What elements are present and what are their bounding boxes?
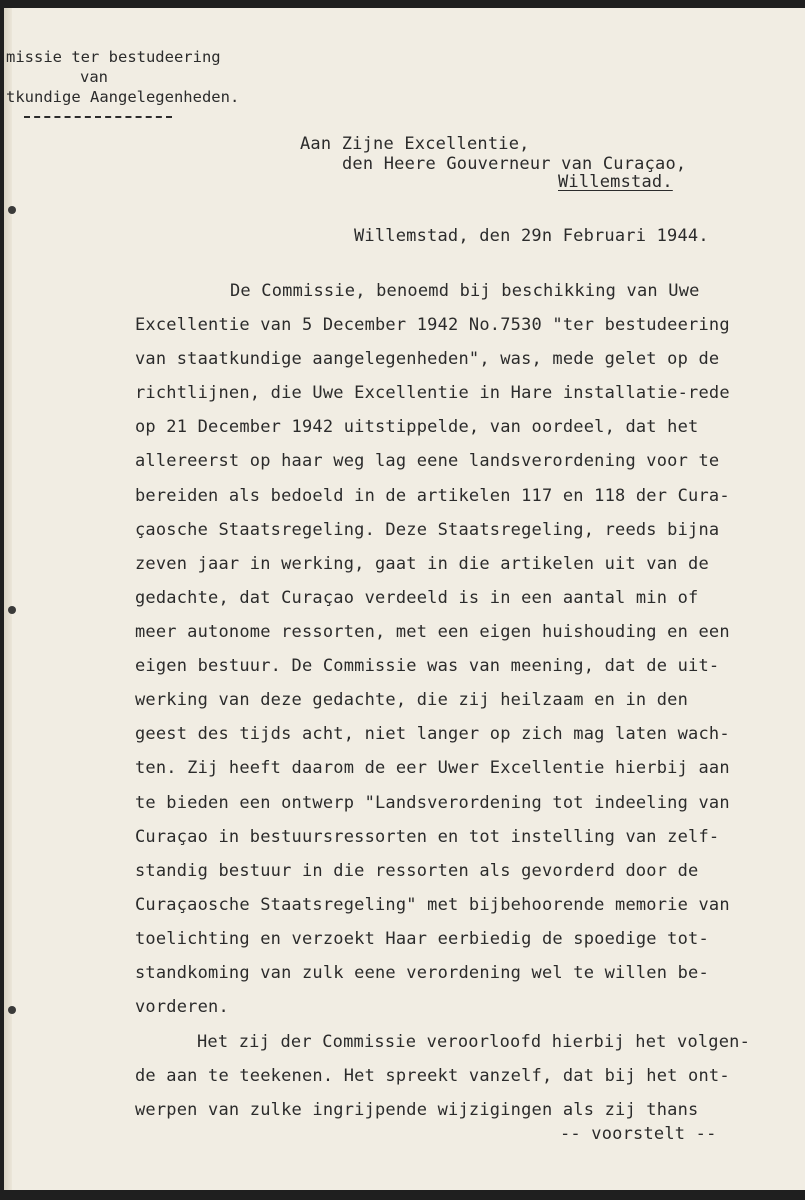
body-line: Het zij der Commissie veroorloofd hierbij het volgen- [197,1032,751,1052]
body-line: te bieden een ontwerp "Landsverordening tot indeeling van [135,793,730,813]
body-line: van staatkundige aangelegenheden", was, mede gelet op de [135,349,720,369]
punch-hole [8,1006,16,1014]
body-line: werpen van zulke ingrijpende wijzigingen als zij thans [135,1100,699,1120]
body-line: de aan te teekenen. Het spreekt vanzelf, dat bij het ont- [135,1066,730,1086]
body-line: toelichting en verzoekt Haar eerbiedig de spoedige tot- [135,929,709,949]
body-line: Curaçaosche Staatsregeling" met bijbehoorende memorie van [135,895,730,915]
body-line: allereerst op haar weg lag eene landsverordening voor te [135,451,720,471]
body-line: vorderen. [135,997,229,1017]
address-line-3: Willemstad. [558,172,673,192]
punch-hole [8,606,16,614]
catchword: -- voorstelt -- [560,1124,717,1144]
punch-hole [8,206,16,214]
body-line: werking van deze gedachte, die zij heilzaam en in den [135,690,689,710]
body-line: Excellentie van 5 December 1942 No.7530 "ter bestudeering [135,315,730,335]
address-line-2: den Heere Gouverneur van Curaçao, [342,154,687,174]
address-line-1: Aan Zijne Excellentie, [300,134,530,154]
body-line: ten. Zij heeft daarom de eer Uwer Excellentie hierbij aan [135,758,730,778]
body-line: eigen bestuur. De Commissie was van meening, dat de uit- [135,656,720,676]
letterhead-line-1: missie ter bestudeering [6,48,221,66]
document-page [4,8,805,1190]
body-line: standig bestuur in die ressorten als gevorderd door de [135,861,699,881]
letterhead-line-2: van [80,68,108,86]
letterhead-line-3: tkundige Aangelegenheden. [6,88,240,106]
body-line: op 21 December 1942 uitstippelde, van oordeel, dat het [135,417,699,437]
body-line: richtlijnen, die Uwe Excellentie in Hare installatie-rede [135,383,730,403]
body-line: Curaçao in bestuursressorten en tot instelling van zelf- [135,827,720,847]
body-line: çaosche Staatsregeling. Deze Staatsregeling, reeds bijna [135,520,720,540]
body-line: standkoming van zulk eene verordening wel te willen be- [135,963,709,983]
body-line: meer autonome ressorten, met een eigen huishouding en een [135,622,730,642]
body-line: gedachte, dat Curaçao verdeeld is in een aantal min of [135,588,699,608]
date-line: Willemstad, den 29n Februari 1944. [354,226,709,246]
letterhead-rule [24,116,172,118]
body-line: zeven jaar in werking, gaat in die artikelen uit van de [135,554,709,574]
body-line: De Commissie, benoemd bij beschikking van Uwe [230,281,700,301]
body-line: geest des tijds acht, niet langer op zich mag laten wach- [135,724,730,744]
body-line: bereiden als bedoeld in de artikelen 117 en 118 der Cura- [135,486,730,506]
